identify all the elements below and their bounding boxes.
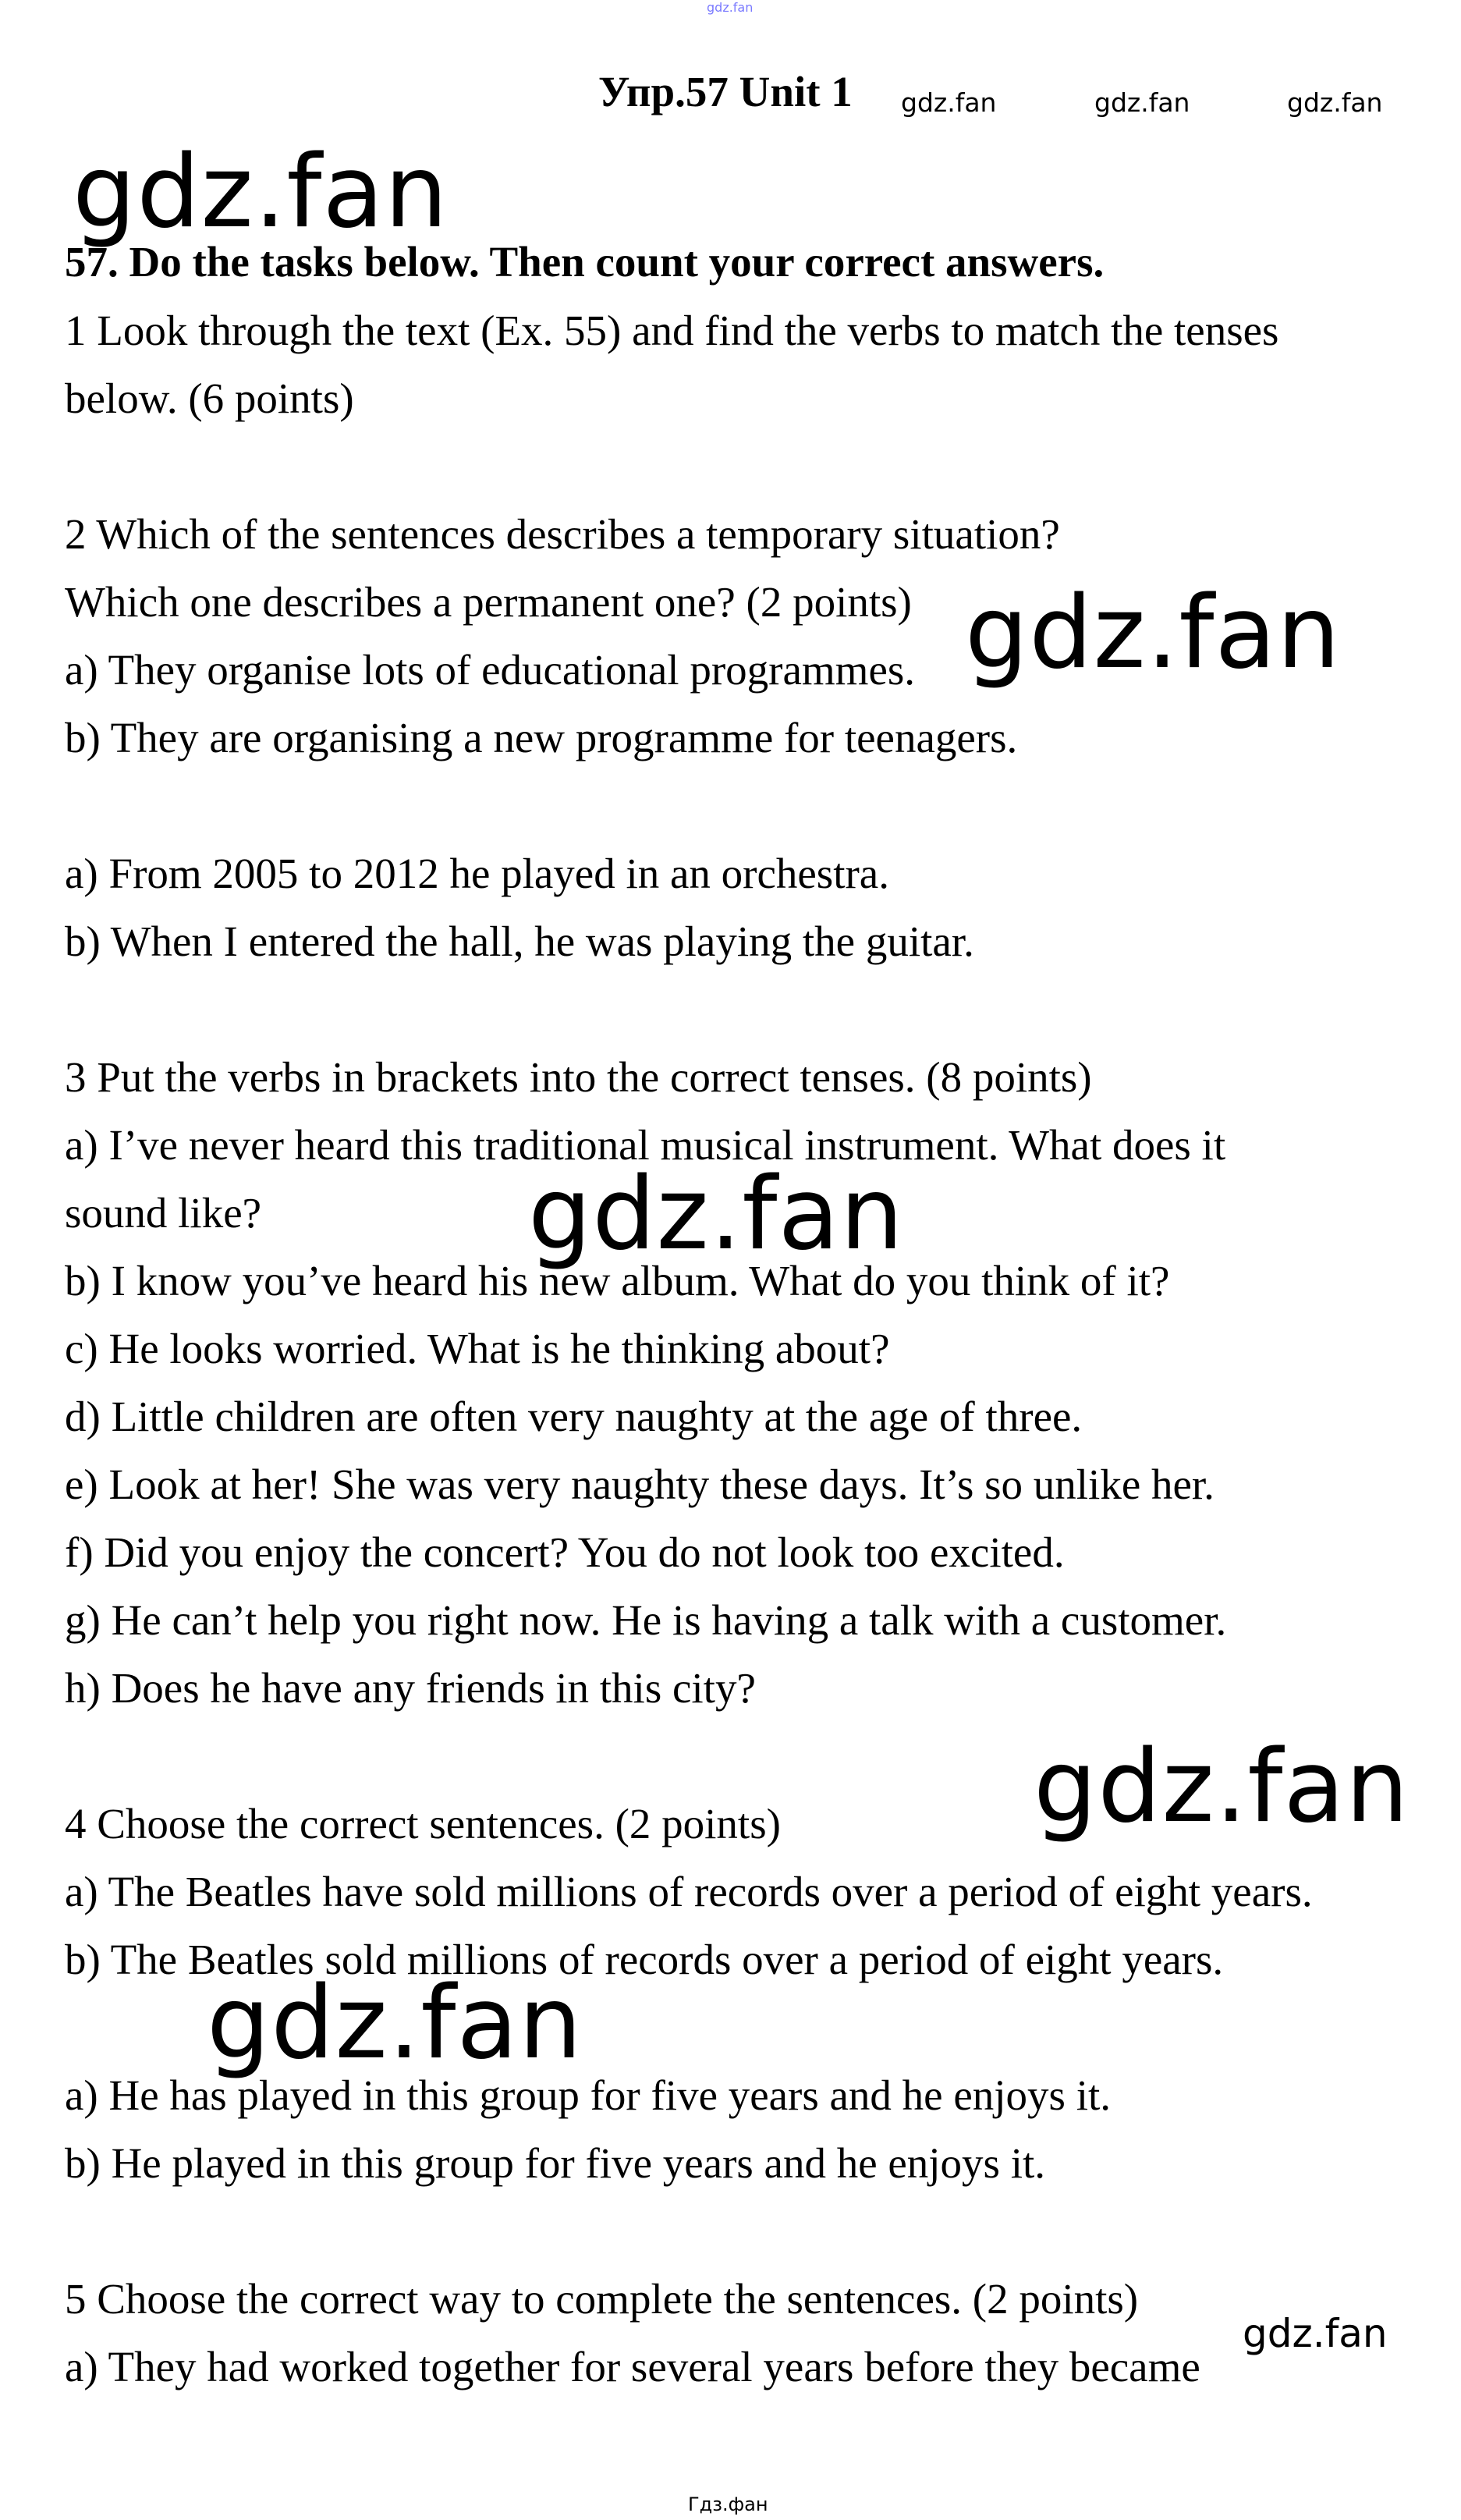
text-line: a) They had worked together for several years before they became bbox=[65, 2343, 1200, 2390]
text-line: Which one describes a permanent one? (2 points) bbox=[65, 578, 912, 626]
watermark-top-tiny: gdz.fan bbox=[707, 0, 754, 15]
text-line: 5 Choose the correct way to complete the sentences. (2 points) bbox=[65, 2275, 1139, 2323]
page-title: Упр.57 Unit 1 bbox=[598, 68, 853, 115]
watermark-header-3: gdz.fan bbox=[1287, 87, 1383, 118]
text-line: 1 Look through the text (Ex. 55) and find the verbs to match the tenses bbox=[65, 307, 1279, 354]
watermark-header-1: gdz.fan bbox=[901, 87, 997, 118]
text-line: h) Does he have any friends in this city? bbox=[65, 1664, 756, 1712]
text-line: b) When I entered the hall, he was playing the guitar. bbox=[65, 917, 974, 965]
text-line: e) Look at her! She was very naughty these days. It’s so unlike her. bbox=[65, 1461, 1215, 1508]
watermark-large-2: gdz.fan bbox=[965, 575, 1341, 691]
text-line: c) He looks worried. What is he thinking about? bbox=[65, 1325, 890, 1372]
text-line: a) I’ve never heard this traditional musical instrument. What does it bbox=[65, 1121, 1226, 1169]
text-line: 2 Which of the sentences describes a temporary situation? bbox=[65, 510, 1060, 558]
text-line: g) He can’t help you right now. He is having a talk with a customer. bbox=[65, 1596, 1227, 1644]
watermark-large-1: gdz.fan bbox=[73, 134, 449, 250]
text-line: a) He has played in this group for five years and he enjoys it. bbox=[65, 2071, 1112, 2119]
exercise-heading: 57. Do the tasks below. Then count your correct answers. bbox=[65, 238, 1105, 286]
text-line: f) Did you enjoy the concert? You do not look too excited. bbox=[65, 1528, 1065, 1576]
watermark-header-2: gdz.fan bbox=[1094, 87, 1190, 118]
text-line: b) The Beatles sold millions of records over a period of eight years. bbox=[65, 1936, 1224, 1983]
text-line: b) I know you’ve heard his new album. What do you think of it? bbox=[65, 1257, 1170, 1304]
text-line: sound like? bbox=[65, 1189, 262, 1237]
watermark-small-right: gdz.fan bbox=[1243, 2311, 1388, 2356]
text-line: d) Little children are often very naughty at the age of three. bbox=[65, 1393, 1083, 1440]
text-line: 4 Choose the correct sentences. (2 points) bbox=[65, 1800, 781, 1847]
text-line: below. (6 points) bbox=[65, 374, 354, 422]
text-line: 3 Put the verbs in brackets into the correct tenses. (8 points) bbox=[65, 1053, 1092, 1101]
text-line: a) They organise lots of educational programmes. bbox=[65, 646, 916, 694]
text-line: b) He played in this group for five years and he enjoys it. bbox=[65, 2139, 1046, 2187]
watermark-large-4: gdz.fan bbox=[1034, 1729, 1410, 1845]
watermark-footer: Гдз.фан bbox=[688, 2493, 768, 2515]
text-line: a) From 2005 to 2012 he played in an orchestra. bbox=[65, 850, 889, 897]
text-line: b) They are organising a new programme for teenagers. bbox=[65, 714, 1018, 761]
text-line: a) The Beatles have sold millions of records over a period of eight years. bbox=[65, 1868, 1313, 1915]
watermark-large-3: gdz.fan bbox=[528, 1156, 904, 1272]
watermark-large-5: gdz.fan bbox=[207, 1965, 583, 2082]
